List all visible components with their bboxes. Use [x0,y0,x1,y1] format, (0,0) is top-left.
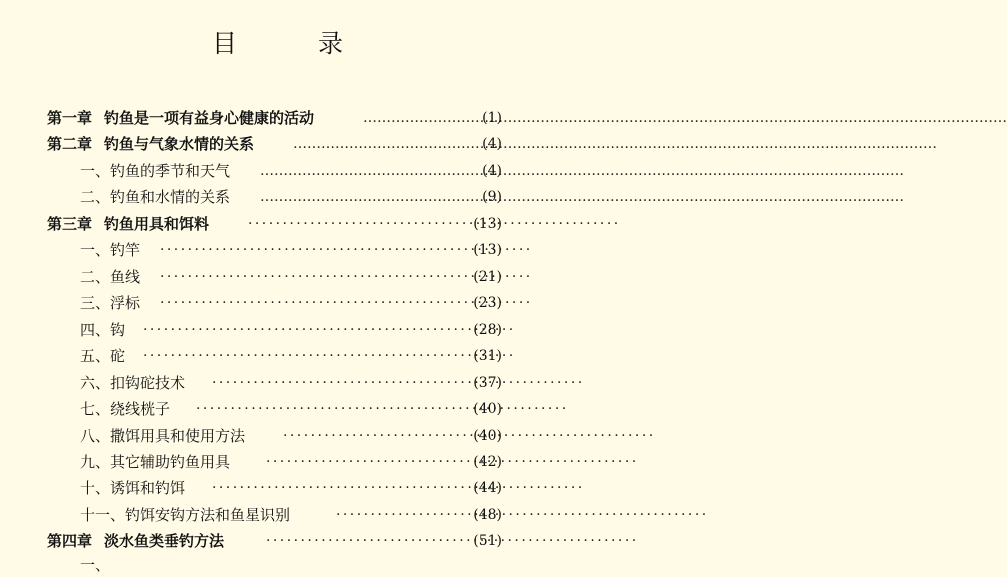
dot-leader [143,318,470,342]
chapter-title: 淡水鱼类垂钓方法 [104,532,225,550]
chapter-title: 钓鱼与气象水情的关系 [104,135,255,153]
dot-leader [266,529,470,553]
section-title: 一、钓鱼的季节和天气 [80,162,231,180]
chapter-number: 第二章 [47,135,93,153]
toc-entry-section[interactable] [0,318,550,342]
section-title: 九、其它辅助钓鱼用具 [80,453,231,471]
page-number: (13) [473,242,502,258]
section-title: 五、砣 [80,347,126,365]
toc-entry-section[interactable] [0,371,550,395]
toc-entry-section[interactable] [0,397,550,421]
section-title: 二、鱼线 [80,268,141,286]
dot-leader [196,397,470,421]
chapter-title: 钓鱼是一项有益身心健康的活动 [104,109,315,127]
section-title: 七、绕线桄子 [80,400,171,418]
toc-entry-section[interactable] [0,424,550,448]
section-title: 二、钓鱼和水情的关系 [80,188,231,206]
toc-entry-section[interactable] [0,476,550,500]
dot-leader [212,476,470,500]
page-number: (51) [473,533,502,549]
toc-entry-section[interactable] [0,291,550,315]
entry-label [47,529,224,553]
section-title: 四、钩 [80,321,126,339]
page-number: (28) [473,322,502,338]
section-title: 十、诱饵和钓饵 [80,479,186,497]
page-number: (48) [473,507,502,523]
toc-entry-section[interactable] [0,238,550,262]
toc-entry-cut-off [0,555,550,574]
page-number: (40) [473,428,502,444]
entry-label [47,106,314,130]
dot-leader [336,503,470,527]
toc-entry-section[interactable] [0,265,550,289]
dot-leader [363,106,470,130]
dot-leader [293,132,470,156]
page-number: (44) [473,480,502,496]
page-number: (1) [482,110,502,126]
chapter-number: 第一章 [47,109,93,127]
page-number: (4) [482,136,502,152]
page-number: (9) [482,189,502,205]
dot-leader [160,291,470,315]
page-number: (4) [482,163,502,179]
section-title: 一、钓竿 [80,241,141,259]
chapter-title: 钓鱼用具和饵料 [104,215,210,233]
page-number: (40) [473,401,502,417]
chapter-number: 第四章 [47,532,93,550]
dot-leader [143,344,470,368]
title-char-2: 录 [318,29,344,58]
dot-leader [248,212,470,236]
page-number: (37) [473,375,502,391]
title-char-1: 目 [212,29,238,58]
section-title-cut-off: 一、 [80,556,111,574]
dot-leader [260,159,470,183]
toc-entry-chapter-1[interactable] [0,106,550,130]
page-number: (42) [473,454,502,470]
section-title: 八、撒饵用具和使用方法 [80,427,246,445]
dot-leader [212,371,470,395]
entry-label [47,132,254,156]
toc-entry-section[interactable] [0,159,550,183]
chapter-number: 第三章 [47,215,93,233]
dot-leader [160,265,470,289]
page-number: (21) [473,269,502,285]
toc-entry-section[interactable] [0,503,550,527]
section-title: 六、扣钩砣技术 [80,374,186,392]
page-number: (13) [473,216,502,232]
toc-entry-section[interactable] [0,344,550,368]
page-number: (23) [473,295,502,311]
dot-leader [260,185,470,209]
entry-label [47,212,209,236]
section-title: 十一、钓饵安钩方法和鱼星识别 [80,506,291,524]
dot-leader [283,424,470,448]
section-title: 三、浮标 [80,294,141,312]
toc-entry-chapter-3[interactable] [0,212,550,236]
toc-entry-section[interactable] [0,185,550,209]
dot-leader [266,450,470,474]
toc-entry-chapter-4[interactable] [0,529,550,553]
toc-entry-chapter-2[interactable] [0,132,550,156]
toc-entry-section[interactable] [0,450,550,474]
page-number: (31) [473,348,502,364]
dot-leader [160,238,470,262]
